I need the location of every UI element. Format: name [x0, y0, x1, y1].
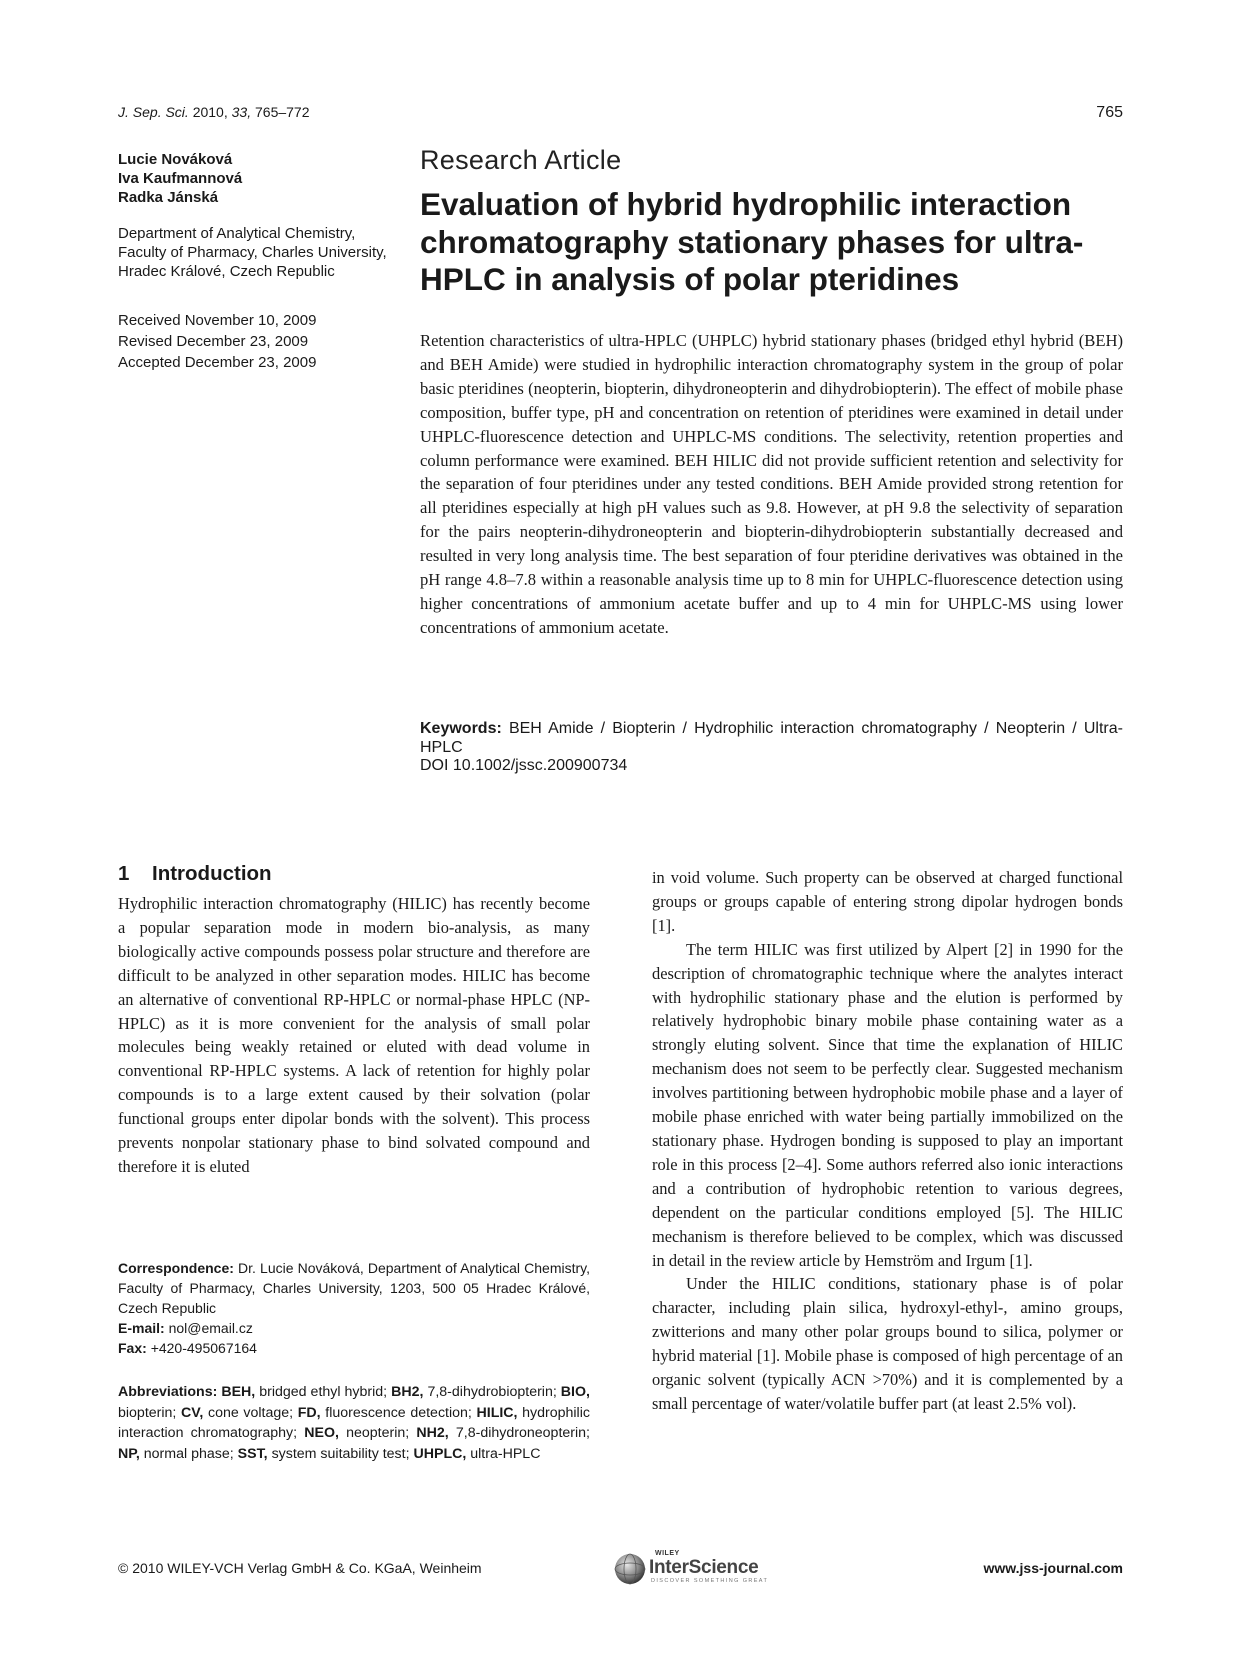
body-paragraph: The term HILIC was first utilized by Alpert [2] in 1990 for the description of chromatographic technique where the analytes interact with hydrophilic stationary phase and the elution is performed by relatively hydrophobic binary mobile phase containing water as a strongly eluting solvent. Since that time the explanation of HILIC mechanism does not seem to be perfectly clear. Suggested mechanism involves partitioning between hydrophobic mobile phase and a layer of mobile phase enriched with water being partially immobilized on the stationary phase. Hydrogen bonding is supposed to play an important role in this process [2–4]. Some authors referred also ionic interactions and a contribution of hydrophobic retention to various degrees, dependent on the particular conditions employed [5]. The HILIC mechanism is therefore believed to be complex, which was discussed in detail in the review article by Hemström and Irgum [1].: [652, 939, 1123, 1270]
body-paragraph: Under the HILIC conditions, stationary phase is of polar character, including plain silica, hydroxyl-ethyl-, amino groups, zwitterions and many other polar groups bound to silica, polymer or hybrid material [1]. Mobile phase is composed of high percentage of an organic solvent (typically ACN >70%) and it is complemented by a small percentage of water/volatile buffer part (at least 2.5% vol).: [652, 1274, 1123, 1413]
keywords-label: Keywords:: [420, 720, 502, 737]
page-footer: [118, 1550, 1123, 1586]
abbreviation-definition: 7,8-dihydrobiopterin;: [427, 1384, 557, 1400]
journal-year: 2010,: [192, 104, 228, 120]
abbreviation-definition: hydrophilic interaction chromatography;: [118, 1404, 590, 1441]
email-address[interactable]: nol@email.cz: [168, 1320, 253, 1336]
abbreviation-term: CV,: [181, 1404, 204, 1421]
accepted-date: Accepted December 23, 2009: [118, 354, 317, 371]
received-date: Received November 10, 2009: [118, 312, 317, 329]
author-name: Lucie Nováková: [118, 151, 233, 168]
journal-volume: 33,: [231, 104, 252, 120]
correspondence: [118, 1258, 590, 1358]
logo-wiley-text: WILEY: [655, 1550, 680, 1557]
body-paragraph: Hydrophilic interaction chromatography (HILIC) has recently become a popular separation mode in modern bio-analysis, as many biologically active compounds possess polar structure and therefore are difficult to be analyzed in other separation modes. HILIC has become an alternative of conventional RP-HPLC or normal-phase HPLC (NP-HPLC) as it is more convenient for the analysis of small polar molecules being weakly retained or eluted with dead volume in conventional RP-HPLC systems. A lack of retention for highly polar compounds is to a large extent caused by their solvation (polar functional groups enter dipolar bonds with the solvent). This process prevents nonpolar stationary phase to bind solvated compound and therefore it is eluted: [118, 894, 590, 1176]
abbreviations: [118, 1382, 590, 1464]
affiliation: Department of Analytical Chemistry, Faculty of Pharmacy, Charles University, Hradec Králové, Czech Republic: [118, 225, 387, 280]
abbreviation-definition: cone voltage;: [208, 1404, 294, 1421]
abbreviation-term: BH2,: [391, 1384, 424, 1400]
email-label: E-mail:: [118, 1320, 165, 1336]
abbreviation-definition: neopterin;: [346, 1425, 410, 1441]
body-column-left: [118, 892, 590, 1179]
article-header: [420, 145, 1123, 299]
body-paragraph: in void volume. Such property can be observed at charged functional groups or groups capable of entering strong dipolar hydrogen bonds [1].: [652, 868, 1123, 935]
abbreviation-term: NP,: [118, 1445, 140, 1462]
abbreviation-definition: fluorescence detection;: [325, 1404, 472, 1421]
article-dates: [118, 310, 388, 373]
abstract: Retention characteristics of ultra-HPLC (UHPLC) hybrid stationary phases (bridged ethyl hybrid (BEH) and BEH Amide) were studied in hydrophilic interaction chromatography system in the group of polar basic pteridines (neopterin, biopterin, dihydroneopterin and dihydrobiopterin). The effect of mobile phase composition, buffer type, pH and concentration on retention of pteridines were examined in detail under UHPLC-fluorescence detection and UHPLC-MS conditions. The selectivity, retention properties and column performance were examined. BEH HILIC did not provide sufficient retention and selectivity for the separation of four pteridines under any tested conditions. BEH Amide provided strong retention for all pteridines especially at high pH values such as 9.8. However, at pH 9.8 the selectivity of separation for the pairs neopterin-dihydroneopterin and biopterin-dihydrobiopterin substantially decreased and resulted in very long analysis time. The best separation of four pteridine derivatives was obtained in the pH range 4.8–7.8 within a reasonable analysis time up to 8 min for UHPLC-fluorescence detection using higher concentrations of ammonium acetate buffer and up to 4 min for UHPLC-MS using lower concentrations of ammonium acetate.: [420, 331, 1123, 637]
correspondence-email: [118, 1318, 590, 1338]
abbreviation-term: BIO,: [560, 1384, 590, 1400]
section-title: Introduction: [152, 862, 272, 885]
abbreviation-term: NH2,: [416, 1425, 449, 1441]
abbreviation-definition: normal phase;: [143, 1445, 234, 1462]
abbreviations-label: Abbreviations:: [118, 1384, 218, 1400]
abbreviation-definition: ultra-HPLC: [470, 1445, 541, 1462]
fax-number: +420-495067164: [150, 1340, 257, 1356]
running-head: [118, 104, 1123, 126]
article-title: Evaluation of hybrid hydrophilic interaction chromatography stationary phases for ultra-HPLC in analysis of polar pteridines: [420, 186, 1084, 297]
abbreviation-definition: system suitability test;: [271, 1445, 410, 1462]
copyright: © 2010 WILEY-VCH Verlag GmbH & Co. KGaA, Weinheim: [118, 1560, 482, 1576]
keywords-text: BEH Amide / Biopterin / Hydrophilic interaction chromatography / Neopterin / Ultra-HPLC: [420, 720, 1123, 756]
globe-icon: [613, 1552, 647, 1586]
section-number: 1: [118, 862, 130, 885]
journal-citation: [118, 104, 310, 120]
author-name: Iva Kaufmannová: [118, 170, 243, 187]
article-metadata: [118, 150, 388, 373]
page-number: 765: [1096, 104, 1123, 121]
correspondence-label: Correspondence:: [118, 1260, 234, 1276]
body-column-right: [652, 866, 1123, 1416]
keywords: [420, 720, 1123, 757]
keywords-block: [420, 720, 1123, 776]
abbreviation-term: UHPLC,: [413, 1445, 467, 1462]
article-type: Research Article: [420, 145, 622, 175]
section-heading: [118, 862, 272, 886]
interscience-logo: [613, 1550, 783, 1586]
correspondence-address: [118, 1258, 590, 1318]
author-name: Radka Jánská: [118, 189, 219, 206]
abbreviation-term: NEO,: [304, 1425, 339, 1441]
abbreviation-definition: 7,8-dihydroneopterin;: [455, 1425, 590, 1441]
correspondence-fax: [118, 1338, 590, 1358]
logo-wordmark: InterScience: [649, 1557, 759, 1578]
revised-date: Revised December 23, 2009: [118, 333, 309, 350]
abbreviation-term: SST,: [237, 1445, 268, 1462]
correspondence-text: Dr. Lucie Nováková, Department of Analytical Chemistry, Faculty of Pharmacy, Charles University, 1203, 500 05 Hradec Králové, Czech Republic: [118, 1260, 590, 1316]
doi: DOI 10.1002/jssc.200900734: [420, 757, 628, 774]
abbreviation-term: HILIC,: [476, 1404, 518, 1421]
fax-label: Fax:: [118, 1340, 147, 1356]
logo-tagline: DISCOVER SOMETHING GREAT: [651, 1578, 769, 1584]
abbreviation-definition: bridged ethyl hybrid;: [259, 1384, 388, 1400]
journal-website-link[interactable]: www.jss-journal.com: [983, 1560, 1123, 1576]
journal-pages: 765–772: [255, 104, 310, 120]
author-list: [118, 150, 388, 207]
journal-abbrev: J. Sep. Sci.: [118, 104, 189, 120]
abbreviation-term: FD,: [297, 1404, 321, 1421]
abbreviation-term: BEH,: [221, 1384, 256, 1400]
abbreviation-definition: biopterin;: [118, 1404, 177, 1421]
